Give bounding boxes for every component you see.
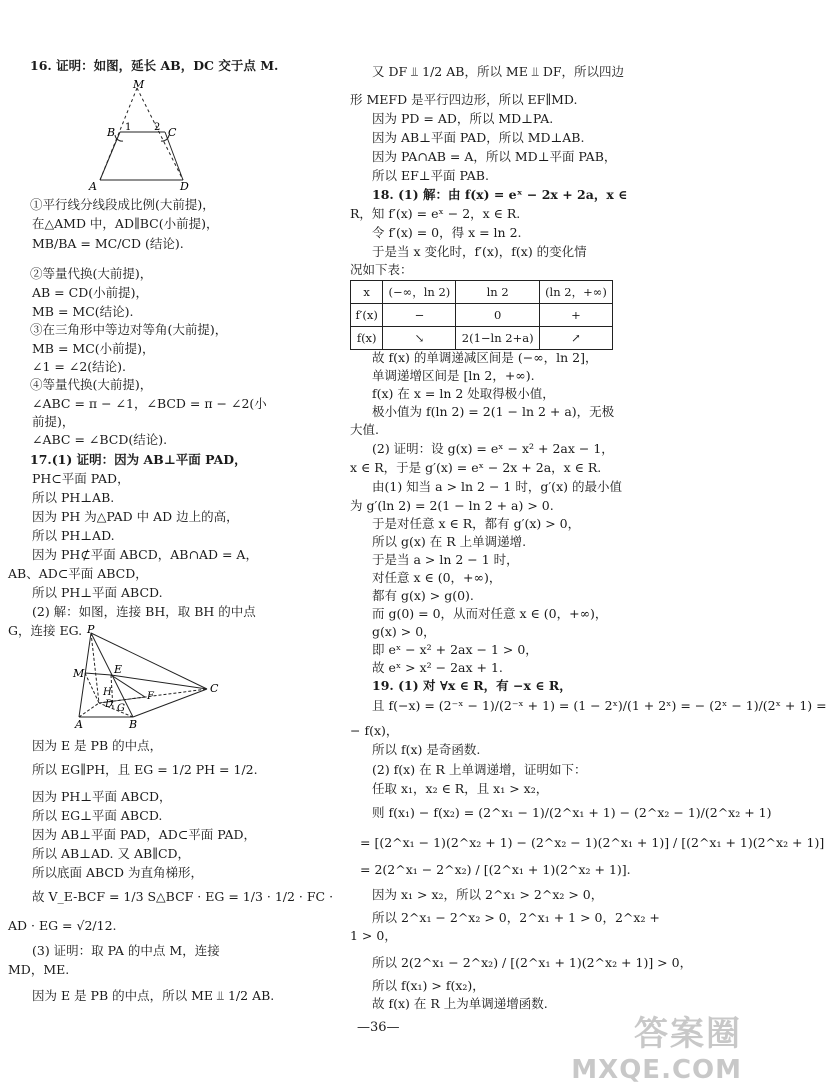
table-cell: ↘ (383, 327, 456, 350)
step-4: ④等量代换(大前提)， (30, 377, 153, 392)
step-3-conclusion: ∠1 = ∠2(结论). (32, 359, 127, 374)
label-D2: D (105, 699, 114, 710)
table-cell: ↗ (539, 327, 612, 350)
p18-line: f(x) 在 x = ln 2 处取得极小值， (372, 386, 555, 401)
table-row (351, 304, 613, 327)
p19-2-line: 所以 2(2^x₁ − 2^x₂) / [(2^x₁ + 1)(2^x₂ + 1)] > 0， (372, 955, 693, 970)
label-C2: C (210, 682, 219, 695)
p17-3-cont: 因为 AB⊥平面 PAD，所以 MD⊥AB. (372, 130, 585, 145)
step-4-minor: ∠ABC = π − ∠1，∠BCD = π − ∠2(小 (32, 396, 267, 411)
page-number: —36— (357, 1020, 400, 1035)
p19-2-line: 则 f(x₁) − f(x₂) = (2^x₁ − 1)/(2^x₁ + 1) − (2^x₂ − 1)/(2^x₂ + 1) (372, 805, 772, 820)
step-1: ①平行线分线段成比例(大前提)， (30, 197, 215, 212)
watermark-title: 答案圈 (634, 1014, 742, 1054)
p18-2-line: 于是对任意 x ∈ R，都有 g′(x) > 0， (372, 516, 581, 531)
p17-2-line: 因为 PH⊥平面 ABCD， (32, 789, 172, 804)
p18-line: 极小值为 f(ln 2) = 2(1 − ln 2 + a)，无极 (372, 404, 615, 419)
step-3: ③在三角形中等边对等角(大前提)， (30, 322, 228, 337)
p19-line: 所以 f(x) 是奇函数. (372, 742, 481, 757)
p18-2-line: 即 eˣ − x² + 2ax − 1 > 0， (372, 642, 538, 657)
p18-2-line: 于是当 a > ln 2 − 1 时， (372, 552, 519, 567)
p18-2-line: 为 g′(ln 2) = 2(1 − ln 2 + a) > 0. (350, 498, 554, 513)
p17-line: 所以 PH⊥平面 ABCD. (32, 585, 163, 600)
p17-line: 因为 PH 为△PAD 中 AD 边上的高， (32, 509, 239, 524)
p17-2-volume: 故 V_E-BCF = 1/3 S△BCF · EG = 1/3 · 1/2 · FC · (32, 889, 334, 904)
table-cell: 2(1−ln 2+a) (456, 327, 539, 350)
table-cell: x (351, 281, 383, 304)
p18-line: 令 f′(x) = 0，得 x = ln 2. (372, 225, 522, 240)
label-C: C (168, 126, 177, 139)
p18-2-line: 故 eˣ > x² − 2ax + 1. (372, 660, 503, 675)
p19-2-line: = [(2^x₁ − 1)(2^x₂ + 1) − (2^x₂ − 1)(2^x₁ + 1)] / [(2^x₁ + 1)(2^x₂ + 1)] (360, 835, 825, 850)
p17-2-line: 所以 EG∥PH，且 EG = 1/2 PH = 1/2. (32, 762, 258, 777)
p17-line: 所以 PH⊥AB. (32, 490, 115, 505)
label-B: B (107, 126, 116, 139)
problem-18-1: 18. (1) 解：由 f(x) = eˣ − 2x + 2a，x ∈ (372, 187, 628, 202)
variation-table (350, 280, 613, 350)
p17-line: PH⊂平面 PAD， (32, 471, 130, 486)
label-H: H (103, 687, 112, 698)
table-cell: (ln 2，+∞) (539, 281, 612, 304)
table-row (351, 327, 613, 350)
label-angle-2: 2 (154, 122, 161, 133)
step-2-minor: AB = CD(小前提)， (32, 285, 148, 300)
p17-2-line: 所以 EG⊥平面 ABCD. (32, 808, 163, 823)
p17-line: 所以 PH⊥AD. (32, 528, 115, 543)
p17-3-intro-cont: MD，ME. (8, 962, 70, 977)
label-M: M (133, 78, 145, 91)
p18-line: R，知 f′(x) = eˣ − 2，x ∈ R. (350, 206, 521, 221)
p19-2-line: 因为 x₁ > x₂，所以 2^x₁ > 2^x₂ > 0， (372, 887, 604, 902)
p17-3-cont: 又 DF ⫫ 1/2 AB，所以 ME ⫫ DF，所以四边 (372, 64, 625, 79)
p18-2: (2) 证明：设 g(x) = eˣ − x² + 2ax − 1， (372, 441, 614, 456)
label-A: A (89, 180, 97, 193)
figure-pyramid (65, 625, 225, 730)
p17-2-volume-cont: AD · EG = √2/12. (8, 918, 117, 933)
problem-17-1: 17.(1) 证明：因为 AB⊥平面 PAD， (30, 452, 247, 467)
step-1-minor: 在△AMD 中，AD∥BC(小前提)， (32, 216, 219, 231)
problem-19-1: 19. (1) 对 ∀x ∈ R，有 −x ∈ R， (372, 678, 572, 693)
p19-2-line: 所以 f(x₁) > f(x₂)， (372, 978, 485, 993)
p18-line: 况如下表： (350, 262, 413, 277)
p17-2-line: 所以 AB⊥AD. 又 AB∥CD， (32, 846, 191, 861)
p17-2-intro: (2) 解：如图，连接 BH，取 BH 的中点 (32, 604, 256, 619)
p19-line: 且 f(−x) = (2⁻ˣ − 1)/(2⁻ˣ + 1) = (1 − 2ˣ)/(1 + 2ˣ) = − (2ˣ − 1)/(2ˣ + 1) = (372, 698, 827, 713)
p19-2-line: = 2(2^x₁ − 2^x₂) / [(2^x₁ + 1)(2^x₂ + 1)]. (360, 862, 631, 877)
step-3-minor: MB = MC(小前提)， (32, 341, 155, 356)
table-cell: (−∞，ln 2) (383, 281, 456, 304)
step-4-minor-cont: 前提)， (32, 414, 75, 429)
table-cell: ln 2 (456, 281, 539, 304)
p18-line: 大值. (350, 422, 379, 437)
p19-2-line: 任取 x₁，x₂ ∈ R，且 x₁ > x₂， (372, 781, 549, 796)
figure-trapezoid (75, 80, 235, 192)
p18-2-line: x ∈ R，于是 g′(x) = eˣ − 2x + 2a，x ∈ R. (350, 460, 602, 475)
p18-line: 故 f(x) 的单调递减区间是 (−∞，ln 2]， (372, 350, 598, 365)
p18-line: 于是当 x 变化时，f′(x)，f(x) 的变化情 (372, 244, 587, 259)
table-cell: + (539, 304, 612, 327)
p17-2-line: 所以底面 ABCD 为直角梯形， (32, 865, 203, 880)
p17-3-cont: 所以 EF⊥平面 PAB. (372, 168, 489, 183)
label-G: G (117, 703, 125, 714)
step-1-conclusion: MB/BA = MC/CD (结论). (32, 236, 184, 251)
p17-3-cont: 因为 PA∩AB = A，所以 MD⊥平面 PAB， (372, 149, 617, 164)
p18-line: 单调递增区间是 [ln 2，+∞). (372, 368, 535, 383)
p18-2-line: 对任意 x ∈ (0，+∞)， (372, 570, 502, 585)
p19-2-line: 故 f(x) 在 R 上为单调递增函数. (372, 996, 548, 1011)
p17-line: 因为 PH⊄平面 ABCD，AB∩AD = A， (32, 547, 258, 562)
table-row (351, 281, 613, 304)
watermark (571, 1006, 742, 1085)
table-cell: 0 (456, 304, 539, 327)
p18-2-line: 所以 g(x) 在 R 上单调递增. (372, 534, 527, 549)
problem-16-intro: 16. 证明：如图，延长 AB，DC 交于点 M. (30, 58, 279, 73)
label-F: F (147, 691, 154, 702)
table-cell: f(x) (351, 327, 383, 350)
label-E: E (114, 663, 123, 676)
label-B2: B (129, 718, 138, 731)
p18-2-line: 都有 g(x) > g(0). (372, 588, 474, 603)
p19-2-line: 1 > 0， (350, 928, 397, 943)
label-P: P (87, 623, 95, 636)
p18-2-line: 由(1) 知当 a > ln 2 − 1 时，g′(x) 的最小值 (372, 479, 622, 494)
p19-line: − f(x)， (350, 723, 399, 738)
p19-2-line: 所以 2^x₁ − 2^x₂ > 0，2^x₁ + 1 > 0，2^x₂ + (372, 910, 660, 925)
label-angle-1: 1 (125, 122, 132, 133)
p17-2-line: 因为 AB⊥平面 PAD，AD⊂平面 PAD， (32, 827, 257, 842)
p17-3-intro: (3) 证明：取 PA 的中点 M，连接 (32, 943, 220, 958)
step-2-conclusion: MB = MC(结论). (32, 304, 134, 319)
label-A2: A (75, 718, 83, 731)
p17-3-cont: 因为 PD = AD，所以 MD⊥PA. (372, 111, 554, 126)
step-2: ②等量代换(大前提)， (30, 266, 153, 281)
label-D: D (180, 180, 189, 193)
p17-line: AB、AD⊂平面 ABCD， (8, 566, 148, 581)
p17-3-cont: 形 MEFD 是平行四边形，所以 EF∥MD. (350, 92, 578, 107)
p18-2-line: 而 g(0) = 0，从而对任意 x ∈ (0，+∞)， (372, 606, 608, 621)
table-cell: − (383, 304, 456, 327)
step-4-conclusion: ∠ABC = ∠BCD(结论). (32, 432, 168, 447)
p17-3-line: 因为 E 是 PB 的中点，所以 ME ⫫ 1/2 AB. (32, 988, 275, 1003)
p17-2-intro-cont: G，连接 EG. (8, 623, 83, 638)
label-M2: M (73, 667, 85, 680)
table-cell: f′(x) (351, 304, 383, 327)
p19-2: (2) f(x) 在 R 上单调递增，证明如下： (372, 762, 587, 777)
watermark-url: MXQE.COM (571, 1055, 742, 1085)
p17-2-line: 因为 E 是 PB 的中点， (32, 738, 163, 753)
p18-2-line: g(x) > 0， (372, 624, 436, 639)
